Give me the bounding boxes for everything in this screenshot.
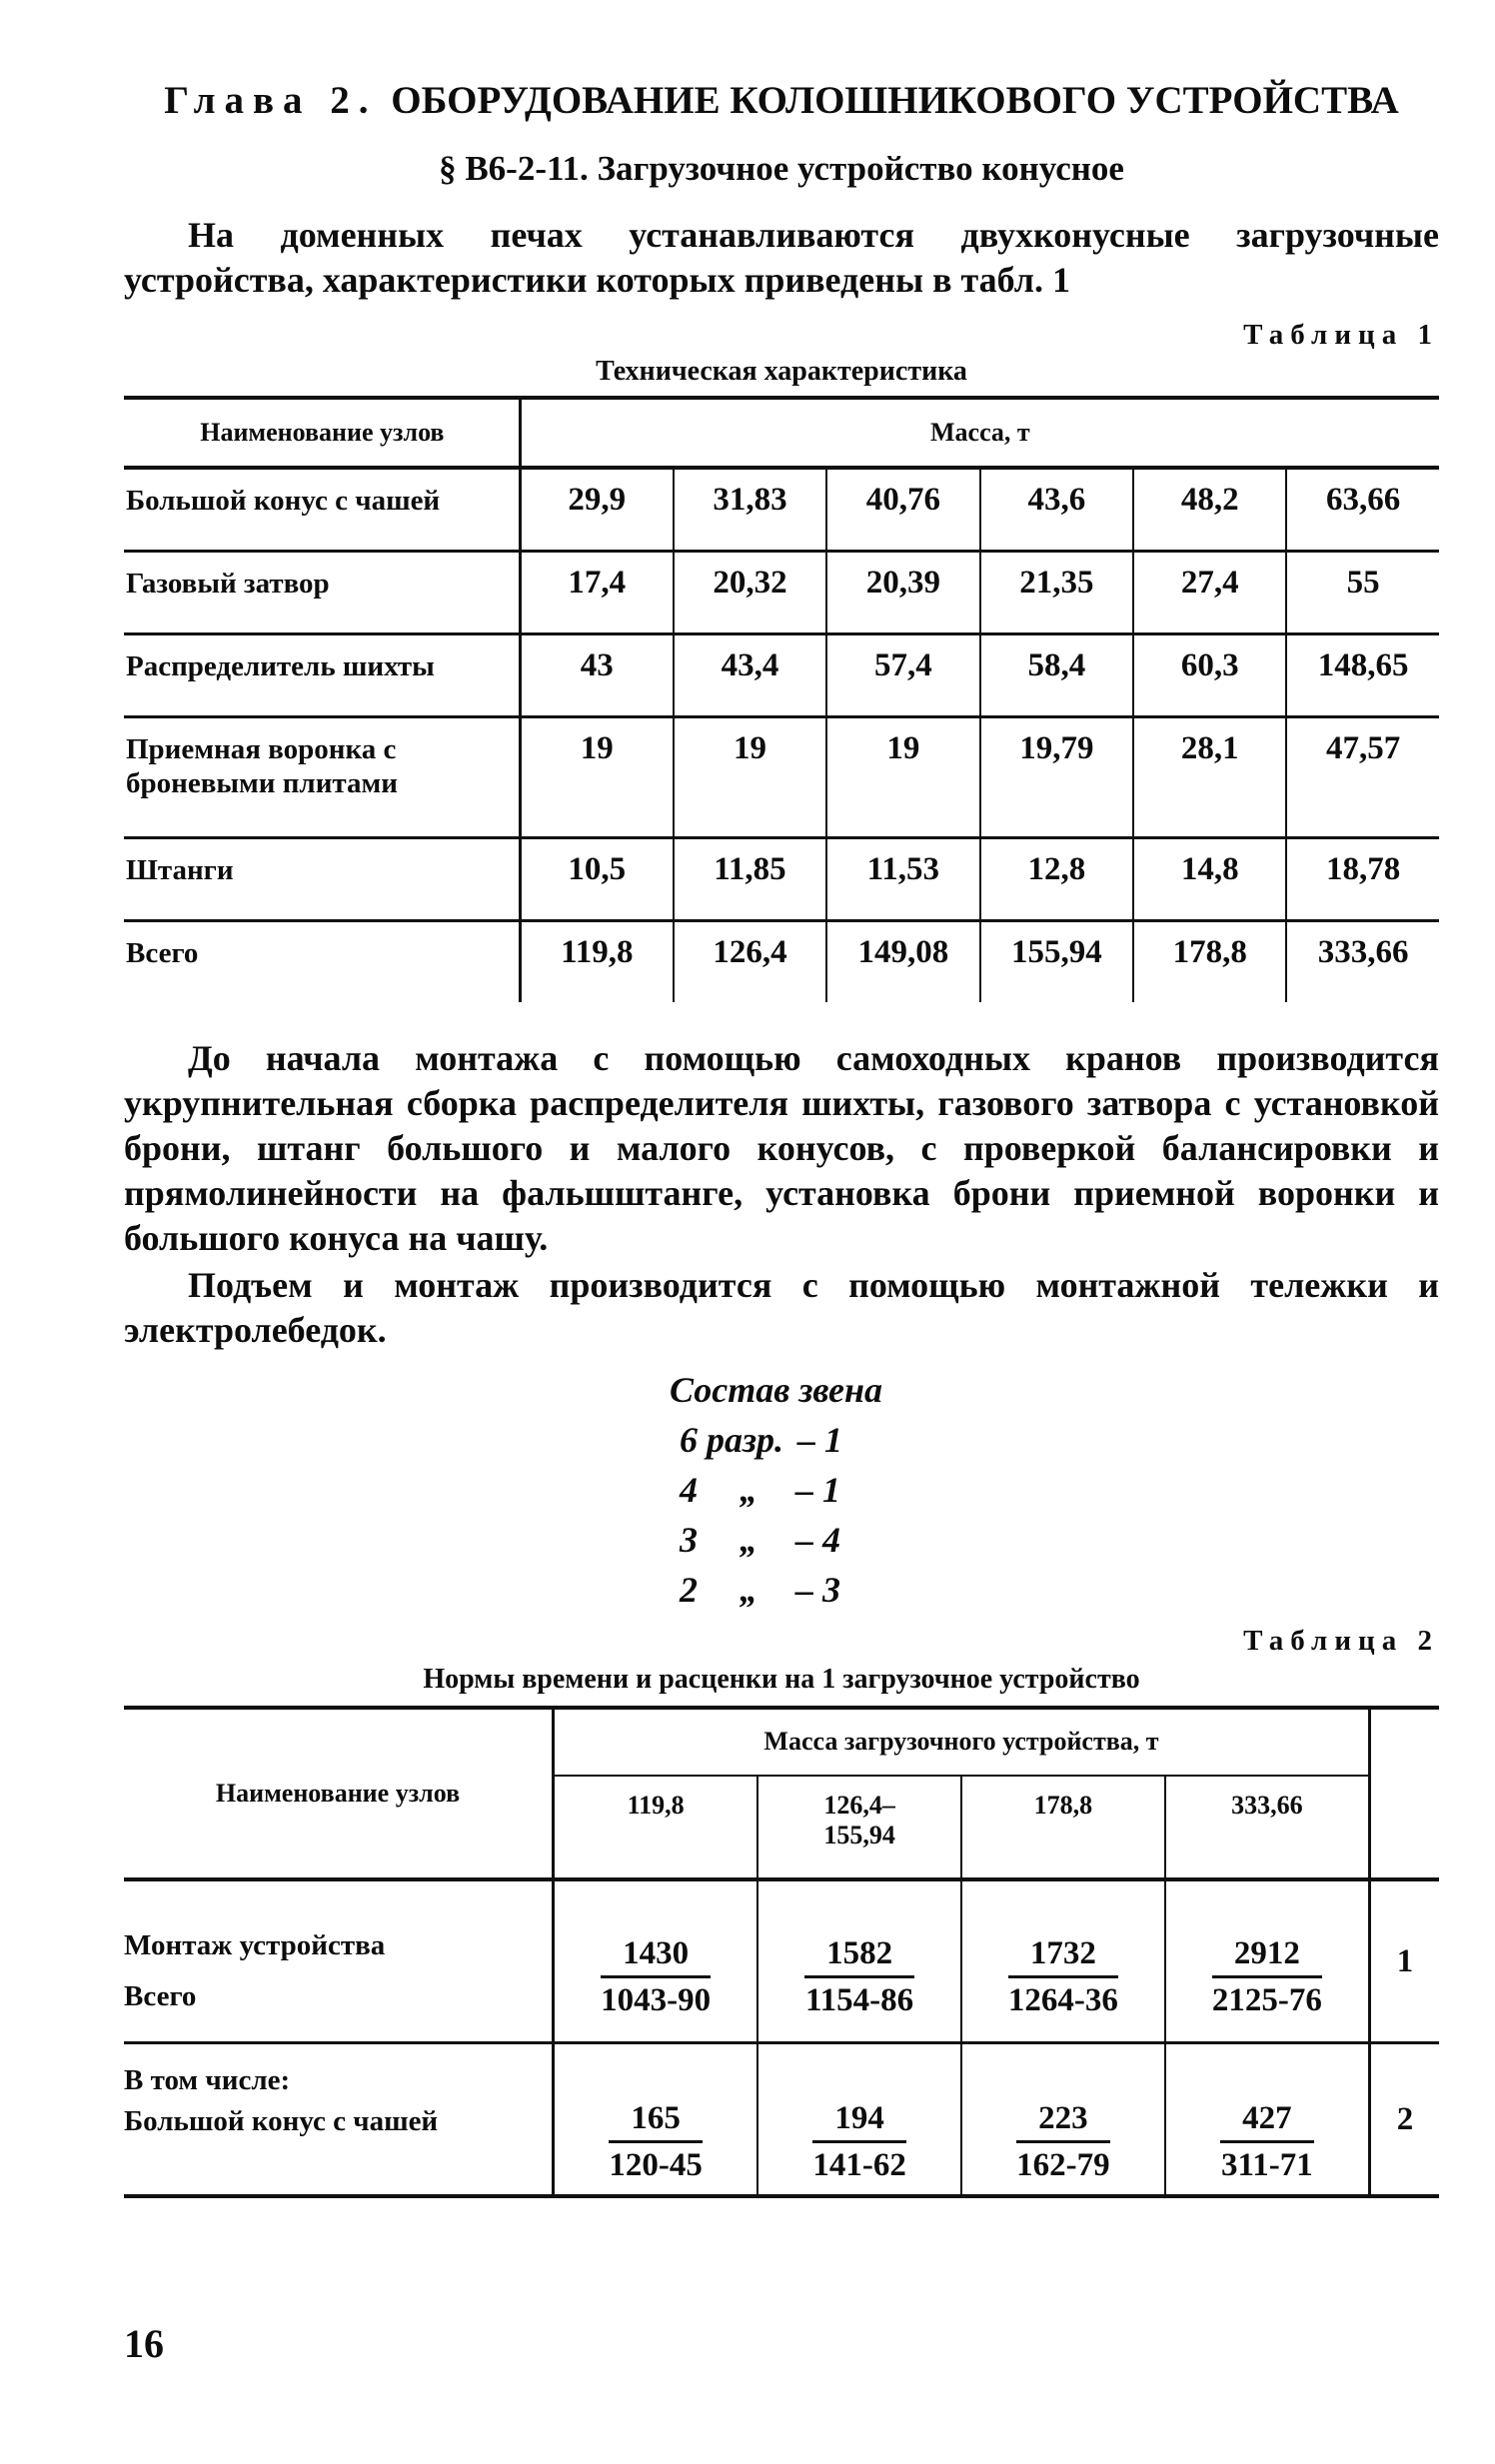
mass-value: 63,66 <box>1286 468 1439 552</box>
row-name: Штанги <box>124 838 520 921</box>
mass-value: 20,39 <box>826 552 980 634</box>
table1-label: Таблица 1 <box>1243 319 1439 351</box>
time-norm: 223 <box>1016 2098 1110 2143</box>
crew-title: Состав звена <box>670 1370 882 1410</box>
mass-column-label: 333,66 <box>1231 1790 1303 1820</box>
table1-header-name: Наименование узлов <box>124 398 520 468</box>
time-norm: 194 <box>812 2098 906 2143</box>
norm-cell <box>757 2043 961 2197</box>
crew-count: – 4 <box>795 1520 840 1560</box>
crew-row <box>680 1515 1439 1565</box>
row-name: Газовый затвор <box>124 552 520 634</box>
table-row <box>124 1879 1439 2043</box>
crew-grade: 2 <box>680 1570 698 1610</box>
row-name <box>124 2043 554 2197</box>
mass-value: 28,1 <box>1133 717 1286 838</box>
crew-composition <box>670 1365 1439 1615</box>
mass-value: 21,35 <box>980 552 1134 634</box>
table1-header-row <box>124 398 1439 468</box>
mass-value: 126,4 <box>674 921 826 1003</box>
mass-value: 43,6 <box>980 468 1134 552</box>
row-name <box>124 1879 554 2043</box>
table-row <box>124 468 1439 552</box>
norm-cell <box>961 2043 1165 2197</box>
table1-caption: Техническая характеристика <box>596 356 967 387</box>
norm-fraction <box>1016 2098 1110 2187</box>
price-rate: 1154-86 <box>805 1982 914 2018</box>
table2-header-mass: Масса загрузочного устройства, т <box>554 1708 1370 1776</box>
mass-value: 47,57 <box>1286 717 1439 838</box>
table-row <box>124 552 1439 634</box>
mass-column-header <box>961 1776 1165 1879</box>
price-rate: 120-45 <box>609 2147 703 2183</box>
mass-value: 58,4 <box>980 634 1134 717</box>
mass-value: 48,2 <box>1133 468 1286 552</box>
table1-header-mass: Масса, т <box>520 398 1439 468</box>
norm-fraction <box>1008 1933 1118 2022</box>
crew-row <box>680 1465 1439 1515</box>
price-rate: 311-71 <box>1221 2147 1313 2183</box>
mass-value: 12,8 <box>980 838 1134 921</box>
intro-paragraph: На доменных печах устанавливаются двухконусные загрузочные устройства, характеристики которых приведены в табл. 1 <box>124 215 1439 300</box>
mass-value: 27,4 <box>1133 552 1286 634</box>
norm-cell <box>961 1879 1165 2043</box>
mass-value: 178,8 <box>1133 921 1286 1003</box>
crew-count: – 1 <box>795 1470 840 1510</box>
mass-value: 55 <box>1286 552 1439 634</box>
price-rate: 1043-90 <box>601 1982 712 2018</box>
mass-value: 155,94 <box>980 921 1134 1003</box>
mass-value: 18,78 <box>1286 838 1439 921</box>
price-rate: 141-62 <box>812 2147 906 2183</box>
table2-header-number <box>1370 1708 1440 1879</box>
mass-value: 31,83 <box>674 468 826 552</box>
mass-value: 119,8 <box>520 921 674 1003</box>
crew-ditto: „ <box>740 1570 757 1610</box>
mass-value: 29,9 <box>520 468 674 552</box>
norm-fraction <box>609 2098 703 2187</box>
chapter-title: ОБОРУДОВАНИЕ КОЛОШНИКОВОГО УСТРОЙСТВА <box>391 79 1399 122</box>
mass-value: 19,79 <box>980 717 1134 838</box>
crew-row <box>680 1415 1439 1465</box>
crew-grade: 4 <box>680 1470 698 1510</box>
time-norm: 427 <box>1220 2098 1314 2143</box>
price-rate: 162-79 <box>1016 2147 1110 2183</box>
mass-value: 43,4 <box>674 634 826 717</box>
norm-cell <box>1165 1879 1370 2043</box>
mass-column-label: 126,4– 155,94 <box>823 1790 895 1849</box>
chapter-prefix: Глава 2. <box>164 79 378 122</box>
norm-cell <box>757 1879 961 2043</box>
table-row <box>124 634 1439 717</box>
mass-column-header <box>1165 1776 1370 1879</box>
table2-header-row <box>124 1708 1439 1776</box>
crew-ditto: „ <box>740 1520 757 1560</box>
norm-cell <box>554 1879 758 2043</box>
table-row <box>124 921 1439 1003</box>
lifting-paragraph: Подъем и монтаж производится с помощью монтажной тележки и электролебедок. <box>124 1265 1439 1350</box>
mass-value: 11,85 <box>674 838 826 921</box>
mass-value: 60,3 <box>1133 634 1286 717</box>
page-number: 16 <box>124 2321 164 2366</box>
mass-column-header <box>757 1776 961 1879</box>
mass-value: 10,5 <box>520 838 674 921</box>
norm-fraction <box>601 1933 711 2022</box>
mass-value: 43 <box>520 634 674 717</box>
mass-value: 19 <box>674 717 826 838</box>
mass-value: 148,65 <box>1286 634 1439 717</box>
time-norm: 2912 <box>1212 1933 1322 1978</box>
row-name-line: Монтаж устройства <box>124 1929 386 1961</box>
row-number: 2 <box>1370 2043 1440 2197</box>
norm-fraction <box>812 2098 906 2187</box>
mass-value: 149,08 <box>826 921 980 1003</box>
price-rate: 2125-76 <box>1211 1982 1322 2018</box>
time-norm: 1582 <box>804 1933 914 1978</box>
row-name: Большой конус с чашей <box>124 468 520 552</box>
page <box>124 60 1439 2198</box>
mass-value: 19 <box>826 717 980 838</box>
mass-value: 14,8 <box>1133 838 1286 921</box>
mass-value: 19 <box>520 717 674 838</box>
mass-column-label: 119,8 <box>627 1790 685 1820</box>
crew-grade: 6 разр. <box>680 1420 784 1460</box>
chapter-heading <box>124 78 1439 123</box>
row-name-line: В том числе: <box>124 2064 291 2096</box>
time-norm: 165 <box>609 2098 703 2143</box>
row-name-line: Всего <box>124 1980 197 2012</box>
mass-value: 20,32 <box>674 552 826 634</box>
mass-value: 40,76 <box>826 468 980 552</box>
row-name: Приемная воронка с броневыми плитами <box>124 717 520 838</box>
norm-fraction <box>1212 1933 1322 2022</box>
table-row <box>124 2043 1439 2197</box>
norm-cell <box>554 2043 758 2197</box>
table-row <box>124 717 1439 838</box>
row-name-line: Большой конус с чашей <box>124 2105 439 2137</box>
crew-count: – 3 <box>795 1570 840 1610</box>
crew-ditto: „ <box>740 1470 757 1510</box>
table1 <box>124 396 1439 1002</box>
mass-value: 11,53 <box>826 838 980 921</box>
section-heading: § В6-2-11. Загрузочное устройство конусное <box>439 149 1124 188</box>
mass-value: 57,4 <box>826 634 980 717</box>
time-norm: 1732 <box>1008 1933 1118 1978</box>
norm-fraction <box>1220 2098 1314 2187</box>
table2-header-name: Наименование узлов <box>124 1708 554 1879</box>
row-name: Всего <box>124 921 520 1003</box>
norm-cell <box>1165 2043 1370 2197</box>
mass-value: 333,66 <box>1286 921 1439 1003</box>
row-number: 1 <box>1370 1879 1440 2043</box>
table2-label: Таблица 2 <box>1243 1625 1439 1657</box>
time-norm: 1430 <box>601 1933 711 1978</box>
norm-fraction <box>804 1933 914 2022</box>
crew-count: – 1 <box>797 1420 843 1460</box>
mass-column-label: 178,8 <box>1033 1790 1093 1820</box>
row-name: Распределитель шихты <box>124 634 520 717</box>
mass-value: 17,4 <box>520 552 674 634</box>
mass-column-header <box>554 1776 758 1879</box>
table-row <box>124 838 1439 921</box>
table2 <box>124 1706 1439 2198</box>
crew-grade: 3 <box>680 1520 698 1560</box>
crew-row <box>680 1565 1439 1615</box>
assembly-paragraph: До начала монтажа с помощью самоходных кранов производится укрупнительная сборка распределителя шихты, газового затвора с установкой брони, штанг большого и малого конусов, с проверкой балансировки и прямолинейности на фальшштанге, установка брони приемной воронки и большого конуса на чашу. <box>124 1038 1439 1258</box>
table2-caption: Нормы времени и расценки на 1 загрузочное устройство <box>423 1664 1140 1695</box>
price-rate: 1264-36 <box>1007 1982 1118 2018</box>
